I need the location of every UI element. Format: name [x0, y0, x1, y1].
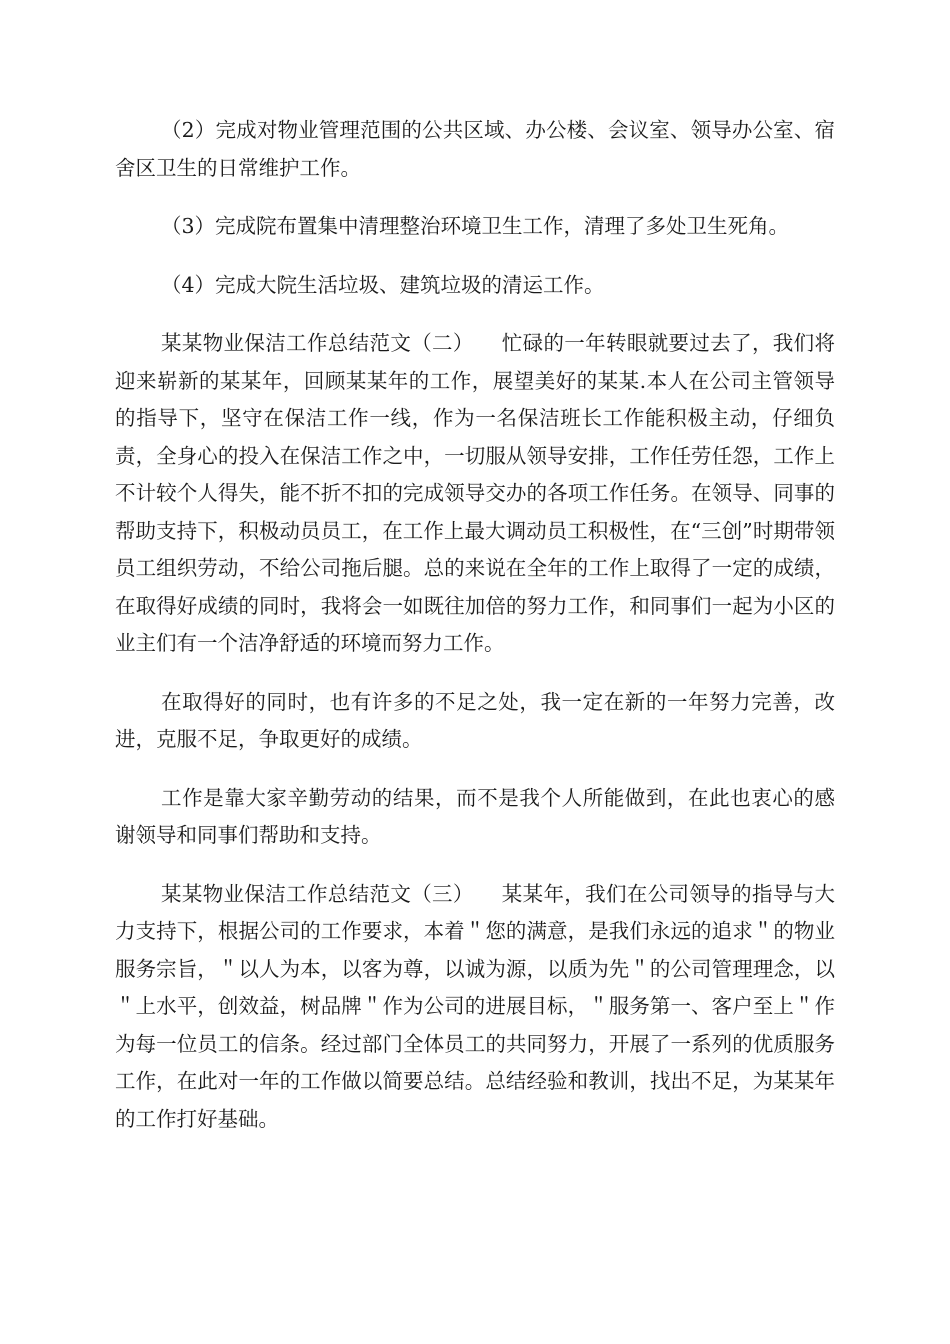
paragraph-section-three — [115, 876, 835, 1139]
section-three-body: 某某年，我们在公司领导的指导与大力支持下，根据公司的工作要求，本着＂您的满意，是我们永远的追求＂的物业服务宗旨，＂以人为本，以客为尊，以诚为源，以质为先＂的公司管理理念，以＂上水平，创效益，树品牌＂作为公司的进展目标，＂服务第一、客户至上＂作为每一位员工的信条。经过部门全体员工的共同努力，开展了一系列的优质服务工作，在此对一年的工作做以简要总结。总结经验和教训，找出不足，为某某年的工作打好基础。 — [115, 881, 835, 1131]
paragraph-shortcomings: 在取得好的同时，也有许多的不足之处，我一定在新的一年努力完善，改进，克服不足，争取更好的成绩。 — [115, 689, 835, 751]
paragraph-item-4: （4）完成大院生活垃圾、建筑垃圾的清运工作。 — [161, 272, 605, 297]
section-three-heading: 某某物业保洁工作总结范文（三） — [161, 881, 474, 906]
paragraph-item-2: （2）完成对物业管理范围的公共区域、办公楼、会议室、领导办公室、宿舍区卫生的日常维护工作。 — [115, 118, 835, 180]
paragraph-item-3: （3）完成院布置集中清理整治环境卫生工作，清理了多处卫生死角。 — [161, 214, 790, 238]
paragraph-thanks: 工作是靠大家辛勤劳动的结果，而不是我个人所能做到，在此也衷心的感谢领导和同事们帮助和支持。 — [115, 785, 835, 847]
section-two-heading: 某某物业保洁工作总结范文（二） — [161, 331, 474, 355]
document-body — [115, 112, 835, 1159]
section-two-body: 忙碌的一年转眼就要过去了，我们将迎来崭新的某某年，回顾某某年的工作，展望美好的某某.本人在公司主管领导的指导下，坚守在保洁工作一线，作为一名保洁班长工作能积极主动，仔细负责，全身心的投入在保洁工作之中，一切服从领导安排，工作任劳任怨，工作上不计较个人得失，能不折不扣的完成领导交办的各项工作任务。在领导、同事的帮助支持下，积极动员员工，在工作上最大调动员工积极性，在“三创”时期带领员工组织劳动，不给公司拖后腿。总的来说在全年的工作上取得了一定的成绩，在取得好成绩的同时，我将会一如既往加倍的努力工作，和同事们一起为小区的业主们有一个洁净舒适的环境而努力工作。 — [115, 331, 835, 655]
paragraph-section-two — [115, 325, 835, 663]
